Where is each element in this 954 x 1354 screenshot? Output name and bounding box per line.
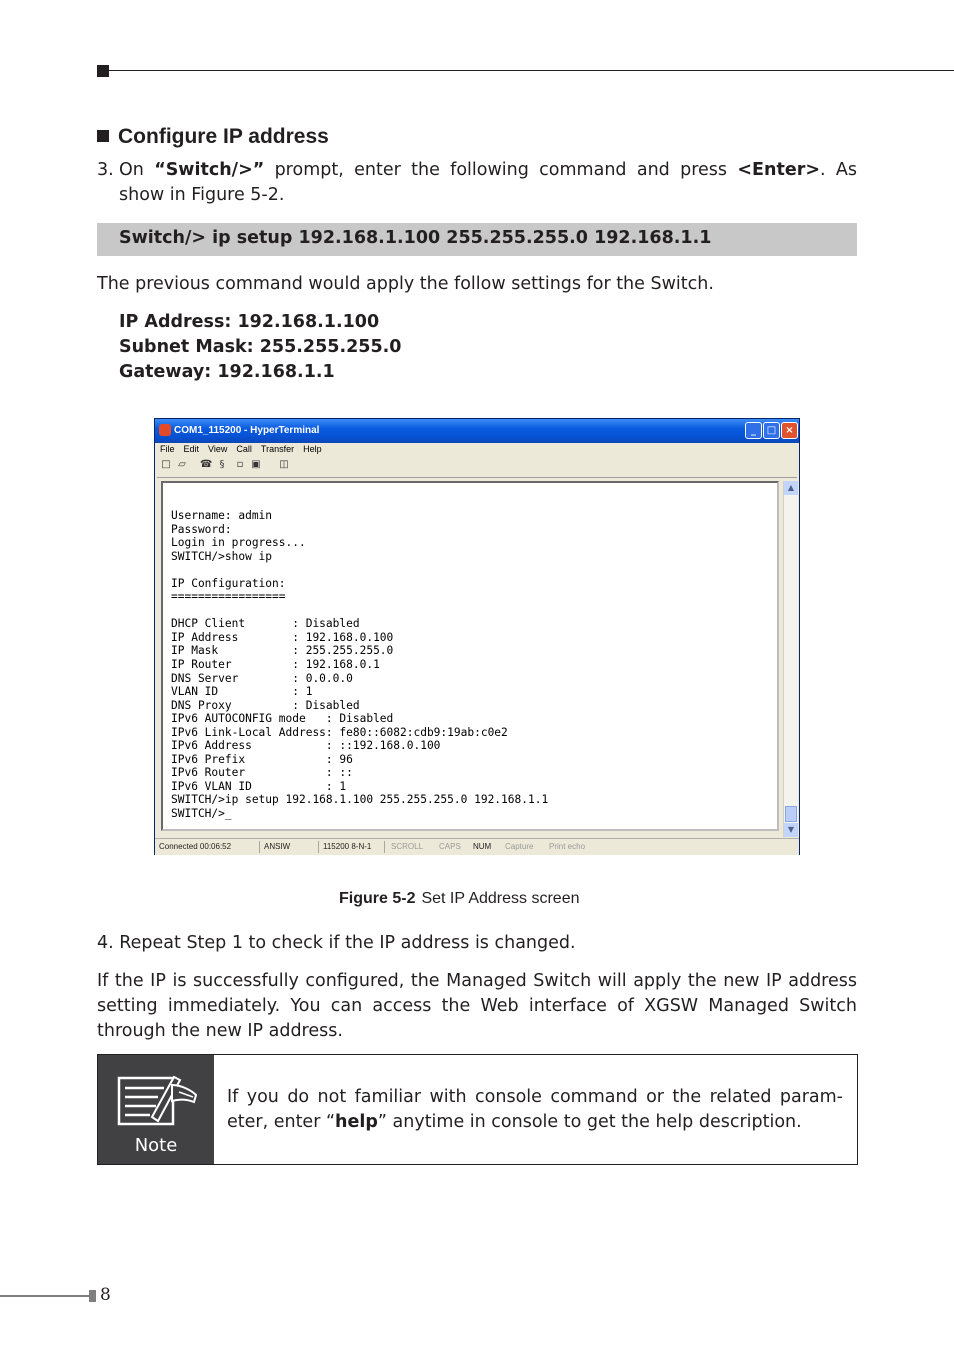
note-help-bold: help bbox=[335, 1112, 378, 1132]
status-num: NUM bbox=[473, 842, 492, 851]
status-capture: Capture bbox=[505, 842, 534, 851]
body-paragraph: If the IP is successfully configured, the Managed Switch will apply the new IP address setting immediately. You can access the Web interface of XGSW Managed Switch through the new IP address. bbox=[97, 971, 857, 1041]
vertical-scrollbar[interactable] bbox=[783, 481, 798, 837]
step-text: Repeat Step 1 to check if the IP address is changed. bbox=[119, 933, 576, 953]
note-icon-panel bbox=[98, 1055, 214, 1164]
hyperterminal-window bbox=[154, 418, 800, 855]
page-number: 8 bbox=[100, 1285, 111, 1305]
new-file-icon[interactable]: □ bbox=[161, 459, 171, 470]
status-emulation: ANSIW bbox=[264, 842, 291, 851]
terminal-output: Username: admin Password: Login in progress... SWITCH/>show ip IP Configuration: ================= DHCP Client : Disabled IP Address : 192.168.0.100 IP Mask : 255.255.255.0 IP Router : 192.168.0.1 DNS Server : 0.0.0.0 VLAN ID : 1 DNS Proxy : Disabled IPv6 AUTOCONFIG mode : Disabled IPv6 Link-Local Address: fe80::6082:cdb9:19ab:c0e2 IPv6 Address : ::192.168.0.100 IPv6 Prefix : 96 IPv6 Router : :: IPv6 VLAN ID : 1 SWITCH/>ip setup 192.168.1.100 255.255.255.0 192.168.1.1 SWITCH/>_ bbox=[171, 509, 549, 821]
figure-caption bbox=[339, 890, 579, 908]
enter-key-bold: <Enter> bbox=[737, 160, 820, 180]
status-bar bbox=[155, 838, 799, 855]
menu-transfer[interactable]: Transfer bbox=[260, 444, 295, 454]
step-number: 4. bbox=[97, 933, 114, 953]
section-title: Configure IP address bbox=[118, 125, 329, 148]
window-titlebar[interactable] bbox=[155, 419, 799, 443]
app-icon bbox=[159, 424, 171, 436]
disconnect-icon[interactable]: § bbox=[219, 459, 225, 470]
close-icon[interactable]: × bbox=[781, 422, 798, 439]
open-folder-icon[interactable]: ▱ bbox=[178, 459, 186, 470]
note-pen-icon bbox=[98, 1055, 214, 1135]
note-label: Note bbox=[134, 1135, 178, 1156]
note-text bbox=[227, 1085, 843, 1135]
properties-icon[interactable]: ◫ bbox=[279, 459, 289, 470]
status-divider bbox=[384, 841, 385, 853]
step-text-part: . As show in Figure 5-2. bbox=[119, 160, 857, 205]
note-box bbox=[97, 1054, 858, 1165]
step-text-part: prompt, enter the following command and press bbox=[264, 160, 738, 180]
menu-call[interactable]: Call bbox=[236, 444, 252, 454]
window-title: COM1_115200 - HyperTerminal bbox=[174, 425, 320, 436]
setting-mask: Subnet Mask: 255.255.255.0 bbox=[119, 337, 402, 357]
receive-icon[interactable]: ▣ bbox=[251, 459, 261, 470]
status-print-echo: Print echo bbox=[549, 842, 586, 851]
status-divider bbox=[259, 841, 260, 853]
scroll-thumb[interactable] bbox=[785, 806, 797, 822]
bullet-square-icon bbox=[97, 130, 109, 142]
footer-rule bbox=[0, 1295, 89, 1297]
connect-icon[interactable]: ☎ bbox=[200, 459, 213, 470]
menu-help[interactable]: Help bbox=[303, 444, 322, 454]
status-caps: CAPS bbox=[439, 842, 461, 851]
prompt-bold: “Switch/>” bbox=[154, 160, 265, 180]
header-square bbox=[97, 65, 109, 77]
terminal-pane[interactable] bbox=[161, 481, 779, 831]
step-text-part: On bbox=[119, 160, 155, 180]
toolbar-divider bbox=[157, 477, 797, 478]
command-text: Switch/> ip setup 192.168.1.100 255.255.255.0 192.168.1.1 bbox=[119, 228, 712, 248]
menu-bar bbox=[160, 444, 331, 454]
figure-caption-text: Set IP Address screen bbox=[421, 890, 580, 907]
setting-ip: IP Address: 192.168.1.100 bbox=[119, 312, 380, 332]
maximize-icon[interactable]: □ bbox=[763, 422, 780, 439]
note-text-part: If you do not familiar with console command or the related param-eter, enter “ bbox=[227, 1087, 843, 1132]
scroll-up-icon[interactable]: ▲ bbox=[784, 481, 798, 495]
step-number: 3. bbox=[97, 160, 114, 180]
settings-list bbox=[119, 310, 401, 385]
minimize-icon[interactable]: _ bbox=[745, 422, 762, 439]
menu-edit[interactable]: Edit bbox=[183, 444, 200, 454]
send-icon[interactable]: ▫ bbox=[236, 459, 244, 470]
footer-square bbox=[89, 1290, 96, 1302]
status-divider bbox=[318, 841, 319, 853]
note-text-part: ” anytime in console to get the help description. bbox=[377, 1112, 802, 1132]
status-scroll: SCROLL bbox=[391, 842, 424, 851]
header-rule bbox=[109, 70, 954, 71]
status-connected: Connected 00:06:52 bbox=[159, 842, 232, 851]
section-heading bbox=[97, 125, 329, 149]
step-text bbox=[119, 158, 857, 208]
step-3 bbox=[97, 158, 857, 208]
status-settings: 115200 8-N-1 bbox=[323, 842, 372, 851]
figure-label: Figure 5-2 bbox=[339, 890, 416, 907]
menu-file[interactable]: File bbox=[160, 444, 175, 454]
menu-view[interactable]: View bbox=[208, 444, 228, 454]
step-4 bbox=[97, 931, 576, 956]
previous-text: The previous command would apply the follow settings for the Switch. bbox=[97, 274, 714, 294]
setting-gateway: Gateway: 192.168.1.1 bbox=[119, 362, 335, 382]
scroll-down-icon[interactable]: ▼ bbox=[784, 823, 798, 837]
command-bar bbox=[97, 223, 857, 256]
